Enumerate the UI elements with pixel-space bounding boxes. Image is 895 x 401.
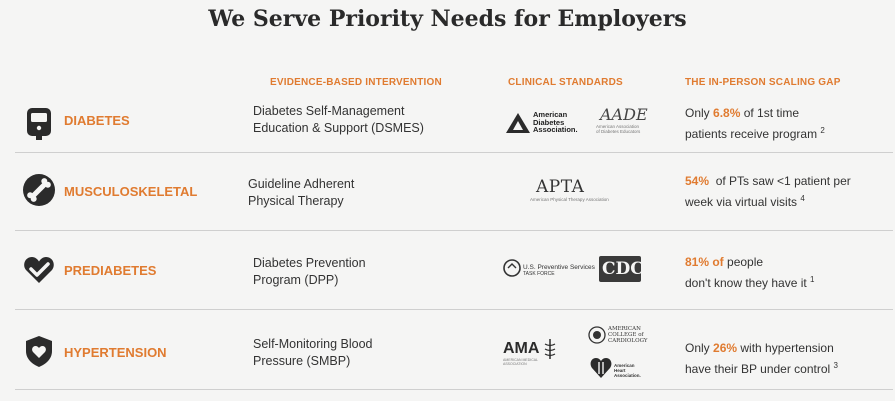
glucose-meter-icon: [22, 106, 56, 140]
row-divider: [15, 389, 893, 390]
heart-check-icon: [22, 253, 56, 287]
condition-label: DIABETES: [64, 113, 130, 128]
header-scaling-gap: THE IN-PERSON SCALING GAP: [685, 77, 841, 88]
condition-label: MUSCULOSKELETAL: [64, 184, 198, 199]
apta-logo: APTA American Physical Therapy Association: [530, 177, 609, 202]
aha-logo: American Heart Association.: [590, 356, 650, 384]
condition-label: HYPERTENSION: [64, 345, 167, 360]
aade-logo: AADE American Association of Diabetes Educators: [596, 105, 648, 134]
intervention-text: Diabetes Prevention Program (DPP): [253, 256, 366, 287]
gap-text: 81% of people don't know they have it $^1$: [685, 255, 815, 290]
bone-icon: [22, 173, 56, 207]
heart-shield-icon: [22, 334, 56, 368]
ada-logo: American Diabetes Association.: [505, 110, 585, 134]
gap-text: 54% of PTs saw <1 patient per week via virtual visits $^4$: [685, 174, 851, 209]
gap-text: Only 6.8% of 1st time patients receive program $^2$: [685, 106, 825, 141]
intervention-text: Self-Monitoring Blood Pressure (SMBP): [253, 337, 373, 368]
cdc-logo: CDC: [599, 256, 641, 282]
gap-text: Only 26% with hypertension have their BP under control $^3$: [685, 341, 838, 376]
ama-logo: AMA AMERICAN MEDICAL ASSOCIATION: [503, 338, 567, 368]
page-title: We Serve Priority Needs for Employers: [208, 6, 687, 32]
intervention-text: Guideline Adherent Physical Therapy: [248, 177, 355, 208]
acc-logo: AMERICAN COLLEGE of CARDIOLOGY: [588, 325, 658, 347]
row-musculoskeletal: [0, 153, 895, 231]
intervention-text: Diabetes Self-Management Education & Support (DSMES): [253, 104, 424, 135]
condition-label: PREDIABETES: [64, 263, 157, 278]
row-prediabetes: [0, 231, 895, 309]
header-clinical-standards: CLINICAL STANDARDS: [508, 77, 623, 88]
uspstf-logo: U.S. Preventive Services TASK FORCE: [503, 259, 595, 283]
row-hypertension: [0, 310, 895, 388]
header-intervention: EVIDENCE-BASED INTERVENTION: [270, 77, 442, 88]
